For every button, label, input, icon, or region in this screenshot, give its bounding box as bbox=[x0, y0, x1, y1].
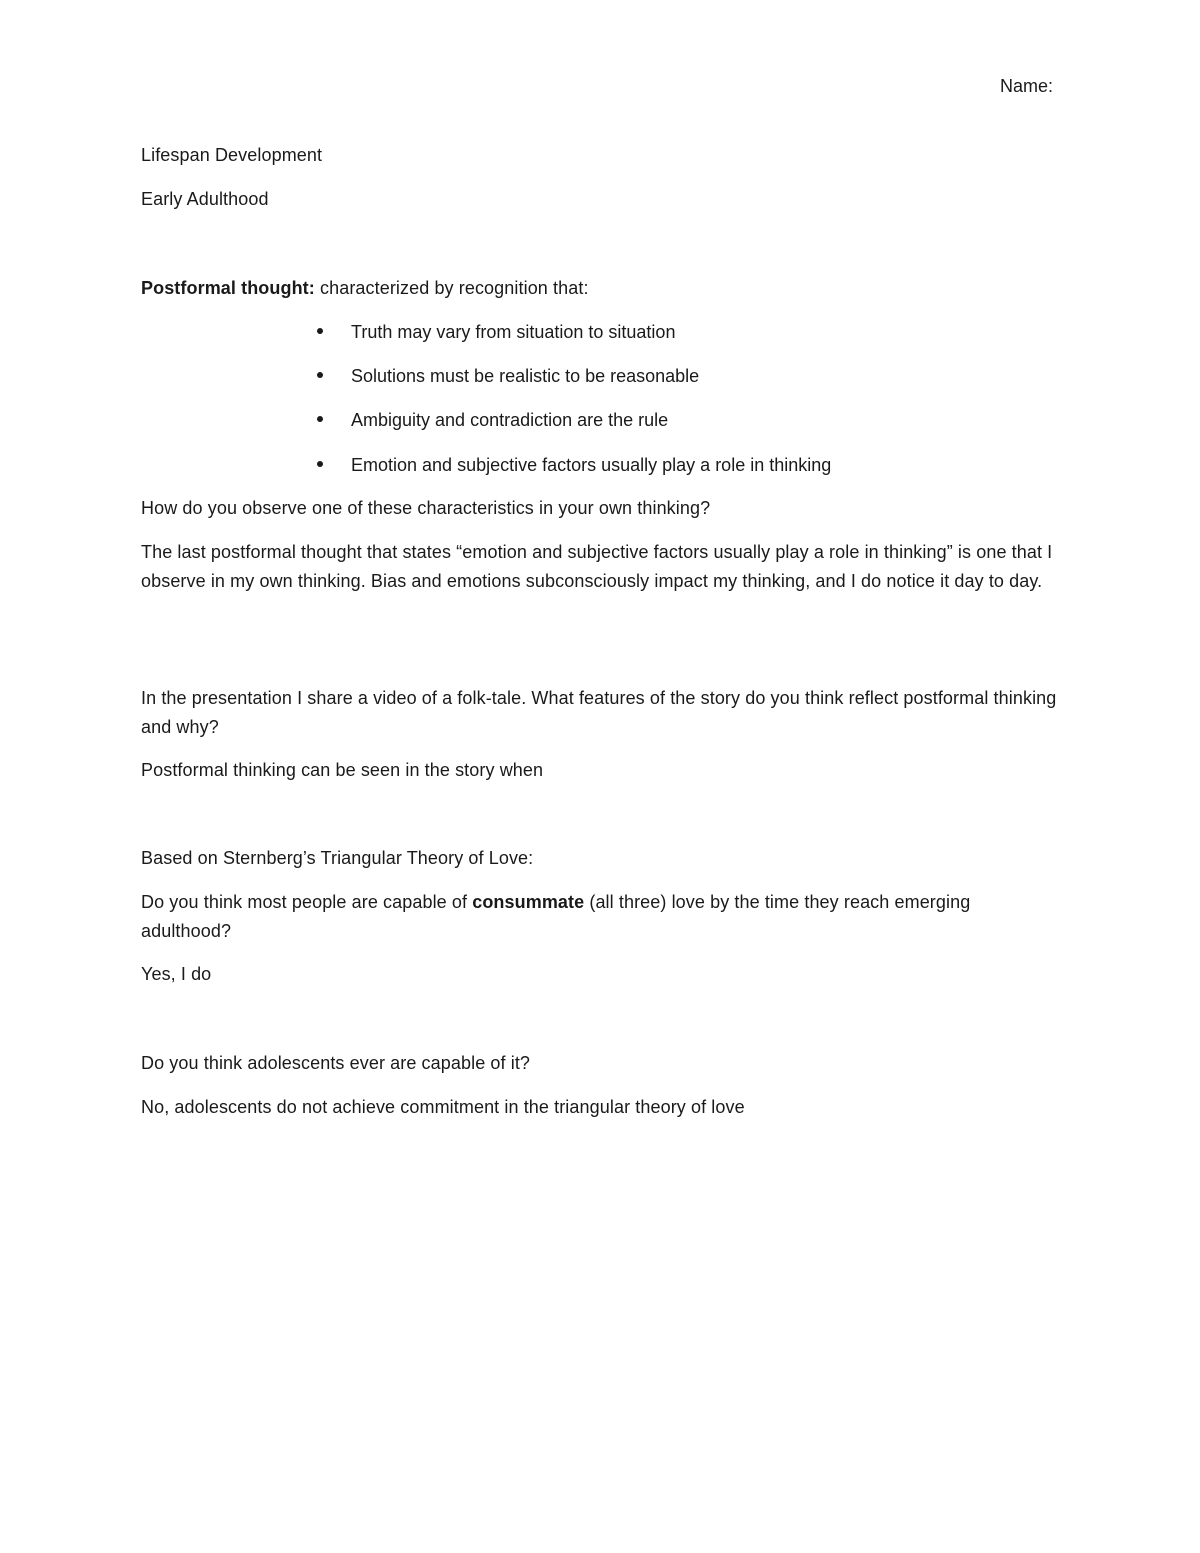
list-item bbox=[317, 318, 675, 347]
answer-3: Yes, I do bbox=[141, 964, 212, 984]
course-title: Lifespan Development bbox=[141, 145, 323, 165]
answer-1: The last postformal thought that states “emotion and subjective factors usually play a role in thinking” is one that I observe in my own thinking. Bias and emotions subconsciously impact my thinking, and I do notice it day to day. bbox=[141, 542, 1053, 591]
question-1: How do you observe one of these characteristics in your own thinking? bbox=[141, 498, 711, 518]
list-item bbox=[317, 451, 831, 480]
name-label: Name: bbox=[1000, 76, 1054, 96]
sternberg-intro: Based on Sternberg’s Triangular Theory of Love: bbox=[141, 848, 534, 868]
bullet-icon bbox=[317, 416, 323, 422]
postformal-term: Postformal thought: bbox=[141, 278, 315, 298]
question-3 bbox=[141, 888, 1061, 946]
list-item-text: Ambiguity and contradiction are the rule bbox=[351, 410, 669, 430]
question-3-text-end: (all three) love by the time they reach emerging adulthood? bbox=[141, 892, 971, 941]
answer-2: Postformal thinking can be seen in the story when bbox=[141, 760, 544, 780]
bullet-icon bbox=[317, 328, 323, 334]
postformal-definition bbox=[141, 274, 589, 303]
bullet-icon bbox=[317, 372, 323, 378]
list-item-text: Truth may vary from situation to situation bbox=[351, 322, 676, 342]
question-3-keyword: consummate bbox=[472, 892, 585, 912]
unit-title: Early Adulthood bbox=[141, 189, 269, 209]
answer-4: No, adolescents do not achieve commitment in the triangular theory of love bbox=[141, 1097, 745, 1117]
question-2: In the presentation I share a video of a folk-tale. What features of the story do you think reflect postformal thinking and why? bbox=[141, 688, 1057, 737]
question-3-text-start: Do you think most people are capable of bbox=[141, 892, 473, 912]
bullet-icon bbox=[317, 461, 323, 467]
list-item bbox=[317, 406, 668, 435]
question-4: Do you think adolescents ever are capable of it? bbox=[141, 1053, 531, 1073]
postformal-definition-text: characterized by recognition that: bbox=[314, 278, 589, 298]
list-item-text: Emotion and subjective factors usually play a role in thinking bbox=[351, 455, 832, 475]
list-item bbox=[317, 362, 699, 391]
list-item-text: Solutions must be realistic to be reasonable bbox=[351, 366, 700, 386]
